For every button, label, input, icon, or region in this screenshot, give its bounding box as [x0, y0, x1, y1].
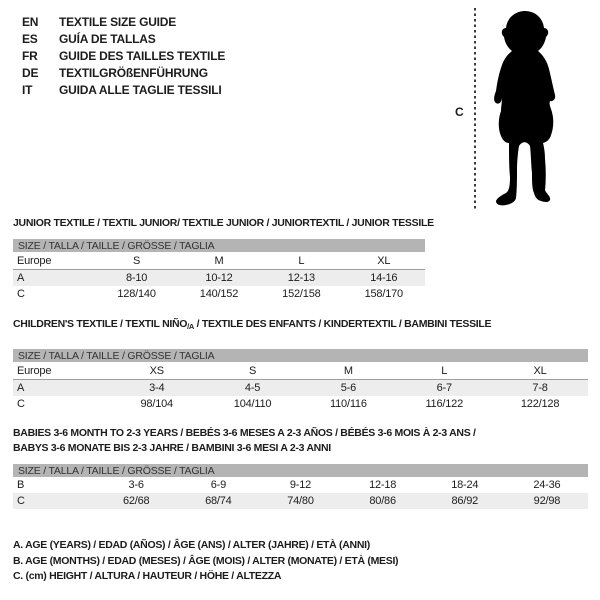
- value-cell: 110/116: [330, 398, 367, 410]
- table-row: [13, 396, 588, 412]
- language-code: IT: [22, 82, 33, 97]
- value-cell: 6-9: [210, 479, 226, 491]
- size-cell: L: [396, 362, 492, 380]
- row-label: Europe: [13, 252, 95, 270]
- table-row: [13, 362, 588, 380]
- babies-title-line2: BABYS 3-6 MONATE BIS 2-3 JAHRE / BAMBINI 3-6 MESI A 2-3 ANNI: [13, 442, 331, 454]
- size-cell: S: [95, 252, 177, 270]
- size-header-bar: [13, 349, 588, 362]
- legend-line-b: B. AGE (MONTHS) / EDAD (MESES) / ÂGE (MOIS) / ALTER (MONATE) / ETÀ (MESI): [13, 554, 399, 567]
- children-title-text: / TEXTILE DES ENFANTS / KINDERTEXTIL / BAMBINI TESSILE: [194, 318, 492, 330]
- legend-line-a: A. AGE (YEARS) / EDAD (AÑOS) / ÂGE (ANS) / ALTER (JAHRE) / ETÀ (ANNI): [13, 539, 370, 551]
- size-cell: XS: [109, 362, 205, 380]
- children-section-title: [13, 318, 491, 331]
- language-list: [22, 13, 225, 98]
- baby-silhouette-icon: [479, 9, 569, 209]
- guide-title-fr: GUIDE DES TAILLES TEXTILE: [59, 48, 226, 63]
- children-title-text: CHILDREN'S TEXTILE / TEXTIL NIÑO: [13, 318, 188, 330]
- language-row-en: [22, 13, 225, 30]
- language-code: EN: [22, 14, 39, 29]
- value-cell: 14-16: [343, 270, 425, 287]
- value-cell: 3-6: [128, 479, 144, 491]
- size-header-bar: [13, 464, 588, 477]
- value-cell: 3-4: [109, 380, 205, 397]
- language-row-it: [22, 81, 225, 98]
- size-header-label: SIZE / TALLA / TAILLE / GRÖSSE / TAGLIA: [13, 464, 588, 477]
- value-cell: 4-5: [205, 380, 301, 397]
- value-cell: 92/98: [506, 493, 588, 509]
- value-cell: 74/80: [259, 493, 341, 509]
- guide-title-en: TEXTILE SIZE GUIDE: [59, 14, 177, 29]
- size-cell: XL: [343, 252, 425, 270]
- babies-section-title: [13, 426, 573, 456]
- value-cell: 104/110: [233, 398, 272, 410]
- value-cell: 80/86: [342, 493, 424, 509]
- table-row: [13, 270, 425, 287]
- value-cell: 12-18: [369, 479, 397, 491]
- children-title-subscript: /A: [187, 322, 195, 331]
- babies-title-line1: BABIES 3-6 MONTH TO 2-3 YEARS / BEBÉS 3-6 MESES A 2-3 AÑOS / BÉBÉS 3-6 MOIS À 2-3 ANS /: [13, 427, 476, 439]
- value-cell: 158/170: [364, 288, 403, 300]
- value-cell: 6-7: [396, 380, 492, 397]
- language-code: ES: [22, 31, 38, 46]
- value-cell: 5-6: [300, 380, 396, 397]
- table-row: [13, 380, 588, 397]
- language-row-de: [22, 64, 225, 81]
- language-row-fr: [22, 47, 225, 64]
- height-measure-label: C: [455, 105, 464, 119]
- language-row-es: [22, 30, 225, 47]
- row-label: B: [17, 479, 25, 491]
- row-label: A: [13, 380, 109, 397]
- size-header-label: SIZE / TALLA / TAILLE / GRÖSSE / TAGLIA: [13, 349, 588, 362]
- row-label: Europe: [13, 362, 109, 380]
- value-cell: 12-13: [260, 270, 342, 287]
- value-cell: 128/140: [117, 288, 156, 300]
- junior-section-title: JUNIOR TEXTILE / TEXTIL JUNIOR/ TEXTILE JUNIOR / JUNIORTEXTIL / JUNIOR TESSILE: [13, 217, 434, 229]
- table-row: [13, 252, 425, 270]
- value-cell: 18-24: [451, 479, 479, 491]
- language-code: FR: [22, 48, 38, 63]
- value-cell: 24-36: [533, 479, 561, 491]
- guide-title-de: TEXTILGRÖßENFÜHRUNG: [59, 65, 208, 80]
- table-row: [13, 493, 588, 509]
- value-cell: 152/158: [282, 288, 321, 300]
- size-cell: S: [205, 362, 301, 380]
- value-cell: 8-10: [95, 270, 177, 287]
- guide-title-it: GUIDA ALLE TAGLIE TESSILI: [59, 82, 222, 97]
- value-cell: 9-12: [289, 479, 312, 491]
- table-row: [13, 286, 425, 302]
- height-measure-dotted-line: [474, 8, 476, 210]
- size-cell: L: [260, 252, 342, 270]
- row-label: A: [13, 270, 95, 287]
- value-cell: 7-8: [492, 380, 588, 397]
- size-header-label: SIZE / TALLA / TAILLE / GRÖSSE / TAGLIA: [13, 239, 425, 252]
- guide-title-es: GUÍA DE TALLAS: [59, 31, 156, 46]
- value-cell: 86/92: [424, 493, 506, 509]
- row-label: C: [17, 398, 25, 410]
- size-cell: M: [300, 362, 396, 380]
- size-cell: XL: [492, 362, 588, 380]
- legend-line-c: C. (cm) HEIGHT / ALTURA / HAUTEUR / HÖHE / ALTEZZA: [13, 570, 282, 582]
- size-header-bar: [13, 239, 425, 252]
- babies-size-table: [13, 464, 588, 509]
- row-label: C: [17, 288, 25, 300]
- children-size-table: [13, 349, 588, 412]
- value-cell: 140/152: [199, 288, 239, 300]
- value-cell: 68/74: [177, 493, 259, 509]
- row-label: C: [13, 493, 95, 509]
- language-code: DE: [22, 65, 39, 80]
- legend: [13, 539, 398, 586]
- table-row: [13, 477, 588, 493]
- value-cell: 122/128: [520, 398, 560, 410]
- value-cell: 62/68: [95, 493, 177, 509]
- value-cell: 98/104: [140, 398, 173, 410]
- value-cell: 10-12: [178, 270, 260, 287]
- value-cell: 116/122: [425, 398, 463, 410]
- junior-size-table: [13, 239, 425, 302]
- size-cell: M: [178, 252, 260, 270]
